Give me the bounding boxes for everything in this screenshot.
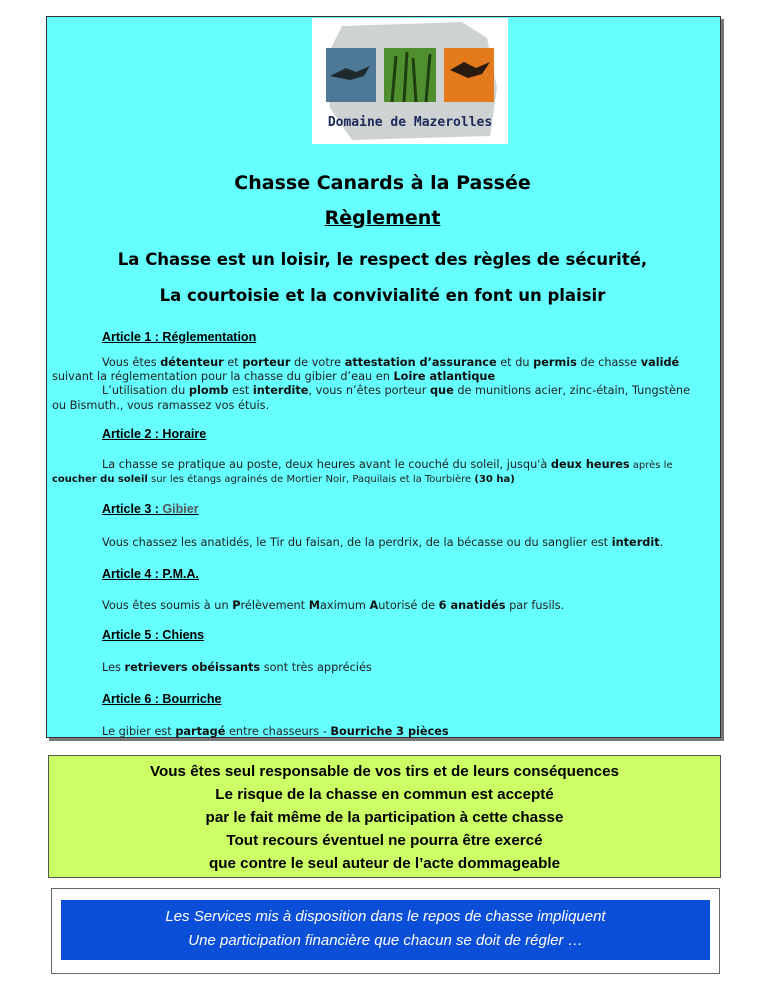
notice-line-2: Le risque de la chasse en commun est accepté bbox=[215, 786, 554, 803]
responsibility-notice bbox=[48, 755, 721, 878]
motto-line-2: La courtoisie et la convivialité en font un plaisir bbox=[159, 286, 606, 305]
article-3-heading: Article 3 : Gibier bbox=[102, 502, 199, 516]
article-3-text: Vous chassez les anatidés, le Tir du faisan, de la perdrix, de la bécasse ou du sanglier est interdit. bbox=[102, 536, 664, 549]
services-line-1: Les Services mis à disposition dans le repos de chasse impliquent bbox=[165, 908, 606, 925]
article-5-text: Les retrievers obéissants sont très appréciés bbox=[102, 661, 372, 674]
article-4-text: Vous êtes soumis à un Prélèvement Maximum Autorisé de 6 anatidés par fusils. bbox=[102, 599, 565, 612]
article-1-line-2: suivant la réglementation pour la chasse du gibier d’eau en Loire atlantique bbox=[52, 370, 496, 383]
article-5-heading: Article 5 : Chiens bbox=[102, 628, 205, 642]
article-2-line-2: coucher du soleil sur les étangs agrainés de Mortier Noir, Paquilais et la Tourbière (30 ha) bbox=[52, 474, 515, 485]
article-6-heading: Article 6 : Bourriche bbox=[102, 692, 222, 706]
article-1-heading: Article 1 : Réglementation bbox=[102, 330, 257, 344]
article-1-line-1: Vous êtes détenteur et porteur de votre attestation d’assurance et du permis de chasse validé bbox=[102, 356, 680, 369]
notice-line-4: Tout recours éventuel ne pourra être exercé bbox=[226, 832, 543, 849]
logo-graphic bbox=[312, 18, 508, 144]
article-1-line-3: L’utilisation du plomb est interdite, vous n’êtes porteur que de munitions acier, zinc-étain, Tungstène bbox=[102, 384, 691, 397]
motto-line-1: La Chasse est un loisir, le respect des règles de sécurité, bbox=[117, 250, 648, 269]
services-line-2: Une participation financière que chacun se doit de régler … bbox=[188, 932, 583, 949]
article-6-text: Le gibier est partagé entre chasseurs - Bourriche 3 pièces bbox=[102, 725, 449, 738]
notice-line-1: Vous êtes seul responsable de vos tirs et de leurs conséquences bbox=[149, 763, 620, 780]
article-1-line-4: ou Bismuth., vous ramassez vos étuis. bbox=[52, 399, 270, 412]
notice-line-5: que contre le seul auteur de l’acte dommageable bbox=[208, 855, 561, 872]
logo-text: Domaine de Mazerolles bbox=[327, 115, 493, 130]
article-4-heading: Article 4 : P.M.A. bbox=[102, 567, 200, 581]
page-subtitle: Règlement bbox=[324, 207, 441, 229]
article-2-line-1: La chasse se pratique au poste, deux heures avant le couché du soleil, jusqu'à deux heures après le bbox=[102, 458, 673, 471]
domaine-logo bbox=[312, 18, 508, 144]
notice-line-3: par le fait même de la participation à cette chasse bbox=[205, 809, 564, 826]
services-notice bbox=[61, 900, 710, 960]
article-2-heading: Article 2 : Horaire bbox=[102, 427, 207, 441]
services-frame bbox=[51, 888, 720, 974]
page-title: Chasse Canards à la Passée bbox=[234, 172, 531, 194]
